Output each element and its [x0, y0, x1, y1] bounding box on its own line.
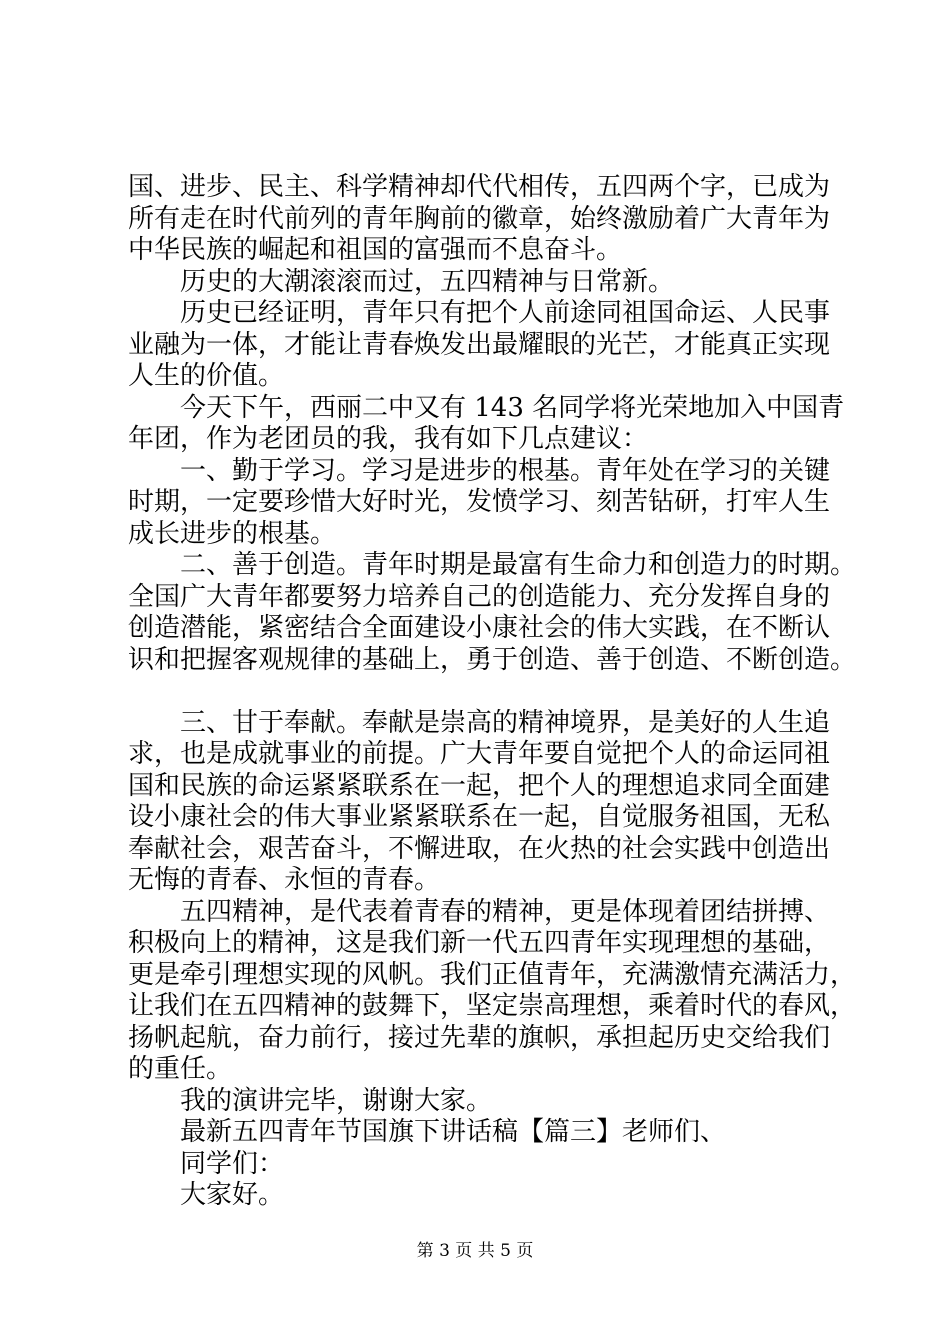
- text-line: 人生的价值。: [128, 361, 285, 391]
- paragraph: [128, 1149, 843, 1181]
- text-line: 今天下午，西丽二中又有 143 名同学将光荣地加入中国青: [180, 392, 845, 423]
- text-line: 历史的大潮滚滚而过，五四精神与日常新。: [180, 266, 675, 297]
- text-line: 扬帆起航，奋力前行，接过先辈的旗帜，承担起历史交给我们: [128, 1022, 831, 1053]
- text-line: 奉献社会，艰苦奋斗，不懈进取，在火热的社会实践中创造出: [128, 833, 831, 864]
- text-line: 的重任。: [128, 1054, 233, 1084]
- text-line: 历史已经证明，青年只有把个人前途同祖国命运、人民事: [180, 298, 831, 328]
- text-line: 国和民族的命运紧紧联系在一起，把个人的理想追求同全面建: [128, 770, 831, 801]
- text-line: 最新五四青年节国旗下讲话稿【篇三】老师们、: [180, 1117, 727, 1147]
- paragraph: [128, 1180, 843, 1212]
- blank-line: [128, 676, 843, 708]
- paragraph: [128, 267, 843, 299]
- paragraph: [128, 896, 857, 1086]
- text-line: 让我们在五四精神的鼓舞下，坚定崇高理想，乘着时代的春风，: [128, 991, 857, 1021]
- paragraph: [128, 550, 857, 676]
- text-line: 成长进步的根基。: [128, 518, 337, 549]
- paragraph: [128, 1086, 843, 1118]
- text-line: 我的演讲完毕，谢谢大家。: [180, 1085, 493, 1116]
- paragraph: [128, 393, 843, 456]
- page-footer: 第 3 页 共 5 页: [416, 1241, 534, 1261]
- paragraph: [128, 1117, 843, 1149]
- text-line: 中华民族的崛起和祖国的富强而不息奋斗。: [128, 235, 623, 265]
- text-line: 三、甘于奉献。奉献是崇高的精神境界，是美好的人生追: [180, 707, 831, 738]
- text-line: 全国广大青年都要努力培养自己的创造能力、充分发挥自身的: [128, 581, 831, 612]
- text-line: 一、勤于学习。学习是进步的根基。青年处在学习的关键: [180, 455, 831, 486]
- paragraph: [128, 298, 843, 393]
- text-line: 积极向上的精神，这是我们新一代五四青年实现理想的基础，: [128, 928, 831, 958]
- paragraph: [128, 708, 843, 897]
- text-line: 更是牵引理想实现的风帆。我们正值青年，充满激情充满活力，: [128, 959, 857, 990]
- text-line: 无悔的青春、永恒的青春。: [128, 865, 441, 895]
- text-line: 大家好。: [180, 1180, 285, 1210]
- text-line: 国、进步、民主、科学精神却代代相传，五四两个字，已成为: [128, 172, 831, 202]
- text-line: 五四精神，是代表着青春的精神，更是体现着团结拼搏、: [180, 896, 831, 927]
- text-line: 业融为一体，才能让青春焕发出最耀眼的光芒，才能真正实现: [128, 329, 831, 360]
- paragraph: [128, 172, 843, 267]
- text-line: 所有走在时代前列的青年胸前的徽章，始终激励着广大青年为: [128, 203, 831, 234]
- text-line: 创造潜能，紧密结合全面建设小康社会的伟大实践，在不断认: [128, 613, 831, 643]
- document-body: [128, 172, 857, 1212]
- text-line: 年团，作为老团员的我，我有如下几点建议：: [128, 424, 649, 454]
- text-line: 二、善于创造。青年时期是最富有生命力和创造力的时期。: [180, 550, 857, 580]
- text-line: 时期，一定要珍惜大好时光，发愤学习、刻苦钻研，打牢人生: [128, 487, 831, 517]
- text-line: 求，也是成就事业的前提。广大青年要自觉把个人的命运同祖: [128, 739, 831, 769]
- paragraph: [128, 456, 843, 551]
- text-line: 设小康社会的伟大事业紧紧联系在一起，自觉服务祖国，无私: [128, 802, 831, 832]
- text-line: 识和把握客观规律的基础上，勇于创造、善于创造、不断创造。: [128, 644, 857, 675]
- text-line: 同学们：: [180, 1148, 285, 1179]
